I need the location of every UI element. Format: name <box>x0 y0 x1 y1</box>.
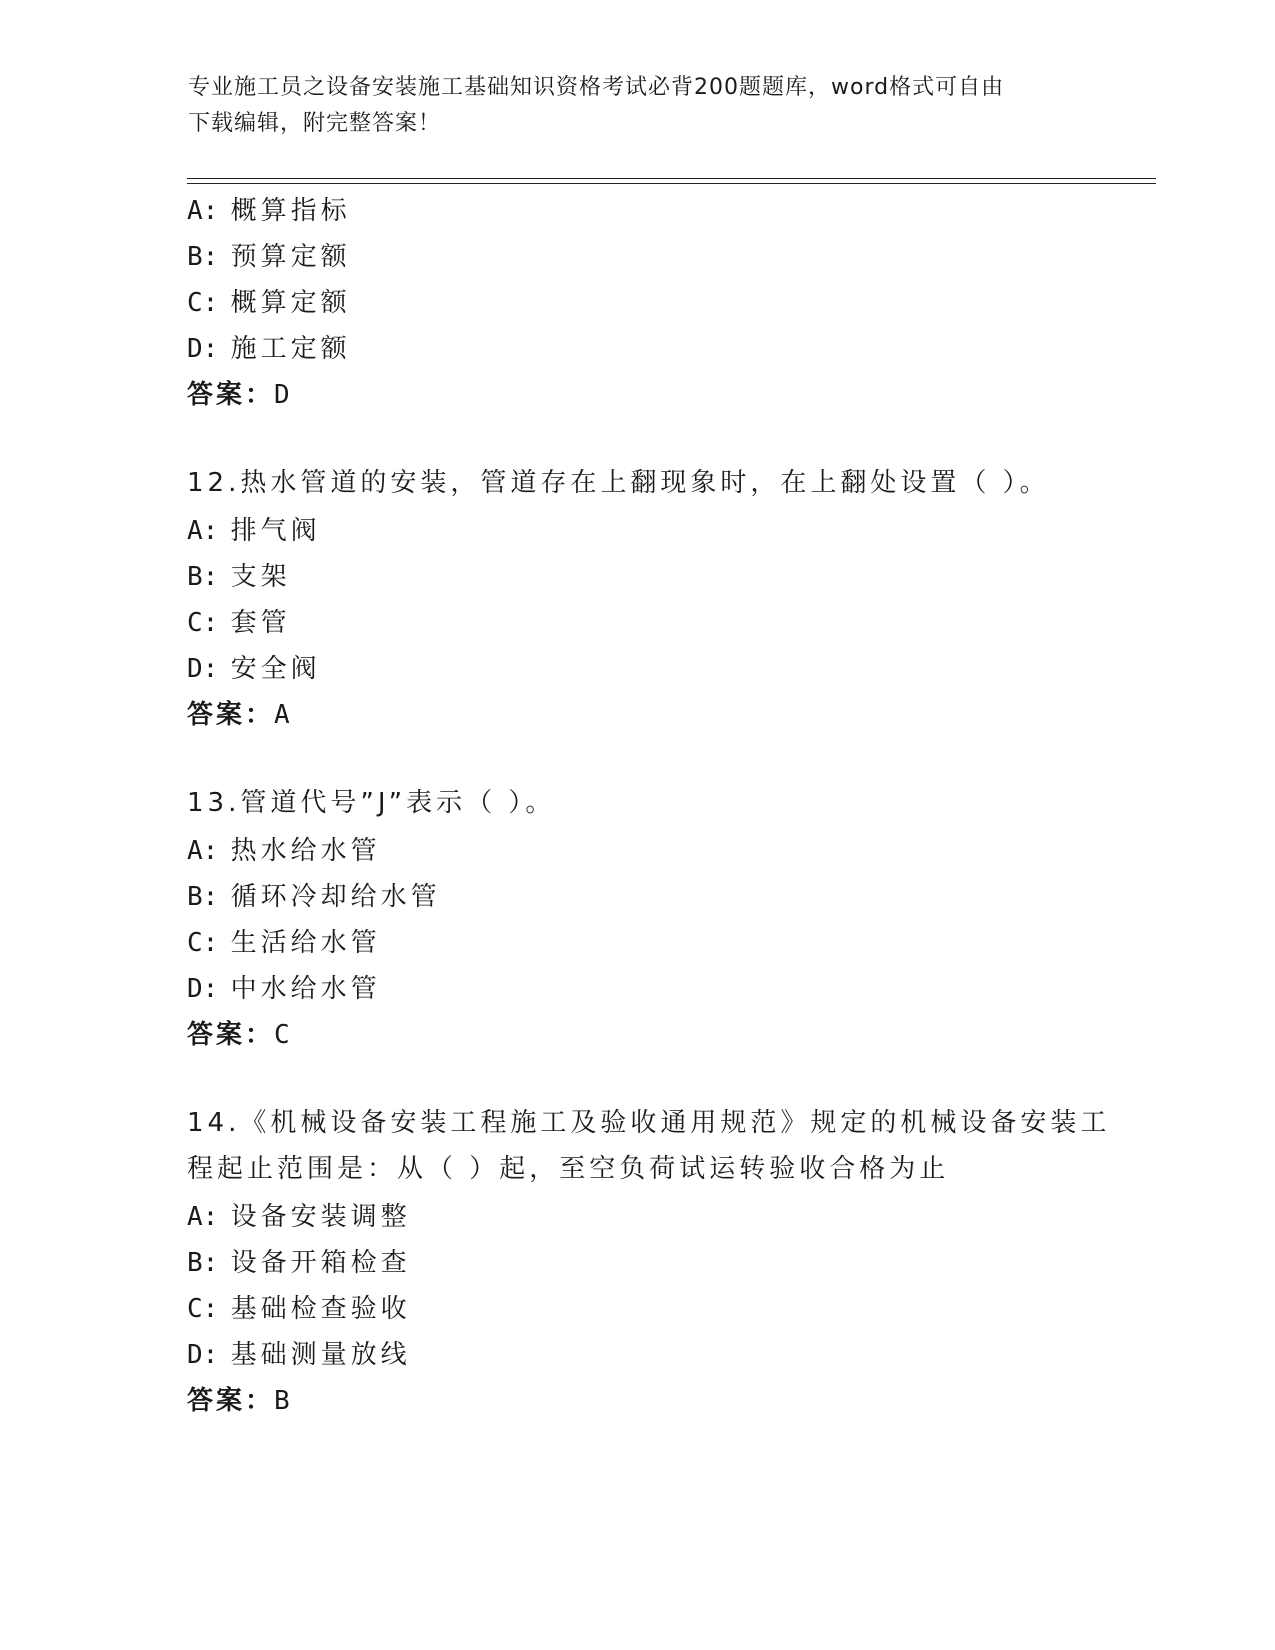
block-spacer <box>187 418 1147 462</box>
question-block-14 <box>187 1102 1147 1424</box>
option-b: B: 支架 <box>187 562 291 592</box>
question-text-line-1: 14.《机械设备安装工程施工及验收通用规范》规定的机械设备安装工 <box>187 1108 1111 1138</box>
option-b: B: 循环冷却给水管 <box>187 882 441 912</box>
option-b: B: 预算定额 <box>187 242 351 272</box>
option-d: D: 基础测量放线 <box>187 1340 411 1370</box>
option-a: A: 概算指标 <box>187 196 351 226</box>
header-divider-top <box>187 178 1156 179</box>
answer-line: 答案：D <box>187 380 290 410</box>
option-a: A: 设备安装调整 <box>187 1202 411 1232</box>
question-text-line-2: 程起止范围是：从（ ）起，至空负荷试运转验收合格为止 <box>187 1154 950 1184</box>
option-b: B: 设备开箱检查 <box>187 1248 411 1278</box>
header-line-1: 专业施工员之设备安装施工基础知识资格考试必背200题题库，word格式可自由 <box>188 75 1005 100</box>
answer-line: 答案：C <box>187 1020 290 1050</box>
question-block-12 <box>187 462 1147 738</box>
answer-line: 答案：A <box>187 700 290 730</box>
option-d: D: 施工定额 <box>187 334 351 364</box>
header-divider-bottom <box>187 183 1156 184</box>
answer-line: 答案：B <box>187 1386 290 1416</box>
block-spacer <box>187 738 1147 782</box>
question-list <box>187 188 1147 1424</box>
option-c: C: 概算定额 <box>187 288 351 318</box>
block-spacer <box>187 1058 1147 1102</box>
option-c: C: 生活给水管 <box>187 928 381 958</box>
question-block-11 <box>187 188 1147 418</box>
question-text: 13.管道代号”J”表示（ ）。 <box>187 788 556 818</box>
question-text: 12.热水管道的安装，管道存在上翻现象时，在上翻处设置（ ）。 <box>187 468 1050 498</box>
option-d: D: 中水给水管 <box>187 974 381 1004</box>
header-line-2: 下载编辑，附完整答案！ <box>188 111 442 136</box>
option-c: C: 基础检查验收 <box>187 1294 411 1324</box>
option-d: D: 安全阀 <box>187 654 321 684</box>
option-a: A: 排气阀 <box>187 516 321 546</box>
document-header <box>188 70 1088 142</box>
question-block-13 <box>187 782 1147 1058</box>
option-a: A: 热水给水管 <box>187 836 381 866</box>
option-c: C: 套管 <box>187 608 291 638</box>
